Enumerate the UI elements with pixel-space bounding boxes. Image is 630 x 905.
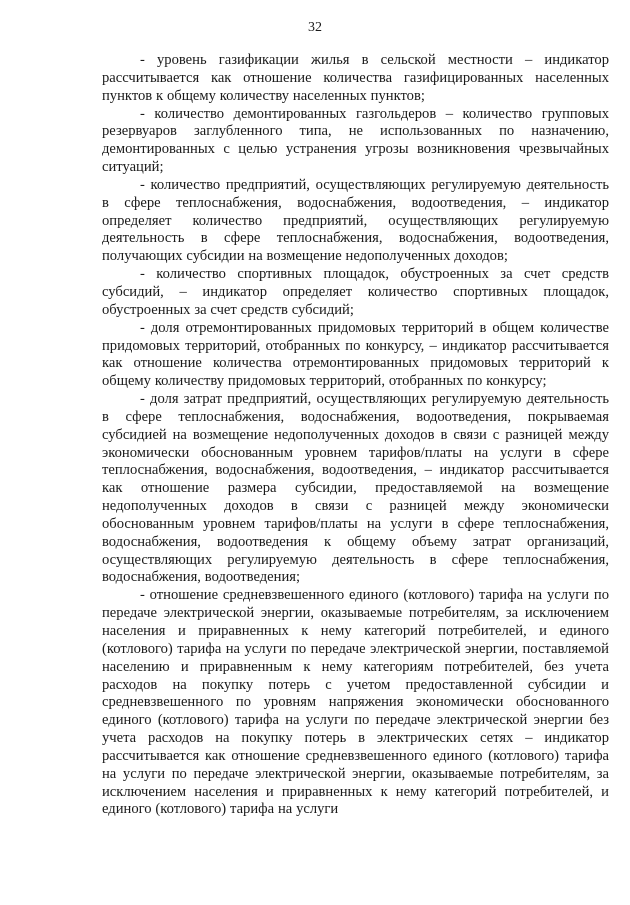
paragraph-gasification-level: - уровень газификации жилья в сельской местности – индикатор рассчитывается как отношение количества газифицированных населенных пунктов к общему количеству населенных пунктов;	[102, 52, 609, 104]
paragraph-sports-grounds-count: - количество спортивных площадок, обустроенных за счет средств субсидий, – индикатор определяет количество спортивных площадок, обустроенных за счет средств субсидий;	[102, 266, 609, 318]
page-number: 32	[308, 20, 322, 35]
paragraph-dismantled-gasholders: - количество демонтированных газгольдеров – количество групповых резервуаров заглубленного типа, не использованных по назначению, демонтированных с целью устранения угрозы возникновения чрезвычайных ситуаций;	[102, 105, 609, 176]
paragraph-tariff-ratio: - отношение средневзвешенного единого (котлового) тарифа на услуги по передаче электрической энергии, оказываемые потребителям, за исключением населения и приравненных к нему категорий потребителей, и единого (котлового) тарифа на услуги по передаче электрической энергии, поставляемой населению и приравненным к нему категориям потребителей, без учета расходов на покупку потерь с учетом предоставленной субсидии и средневзвешенного по уровням напряжения экономически обоснованного единого (котлового) тарифа на услуги по передаче электрической энергии без учета расходов на покупку потерь в электрических сетях – индикатор рассчитывается как отношение средневзвешенного единого (котлового) тарифа на услуги по передаче электрической энергии, оказываемые потребителям, за исключением населения и приравненных к нему категорий потребителей, и единого (котлового) тарифа на услуги	[102, 587, 609, 818]
paragraph-costs-covered-share: - доля затрат предприятий, осуществляющих регулируемую деятельность в сфере теплоснабжения, водоснабжения, водоотведения, покрываемая субсидией на возмещение недополученных доходов в связи с разницей между экономически обоснованным уровнем тарифов/платы на услуги в сфере теплоснабжения, водоснабжения, водоотведения, – индикатор рассчитывается как отношение размера субсидии, предоставляемой на возмещение недополученных доходов в связи с разницей между экономически обоснованным уровнем тарифов/платы на услуги в сфере теплоснабжения, водоснабжения, водоотведения к общему объему затрат организаций, осуществляющих регулируемую деятельность в сфере теплоснабжения, водоснабжения, водоотведения;	[102, 391, 609, 586]
paragraph-regulated-enterprises-count: - количество предприятий, осуществляющих регулируемую деятельность в сфере теплоснабжения, водоснабжения, водоотведения, – индикатор определяет количество предприятий, осуществляющих регулируемую деятельность в сфере теплоснабжения, водоснабжения, водоотведения, получающих субсидии на возмещение недополученных доходов;	[102, 176, 609, 265]
document-body	[102, 52, 609, 819]
paragraph-repaired-yards-share: - доля отремонтированных придомовых территорий в общем количестве придомовых территорий, отобранных по конкурсу, – индикатор рассчитывается как отношение количества отремонтированных придомовых территорий к общему количеству придомовых территорий, отобранных по конкурсу;	[102, 319, 609, 390]
